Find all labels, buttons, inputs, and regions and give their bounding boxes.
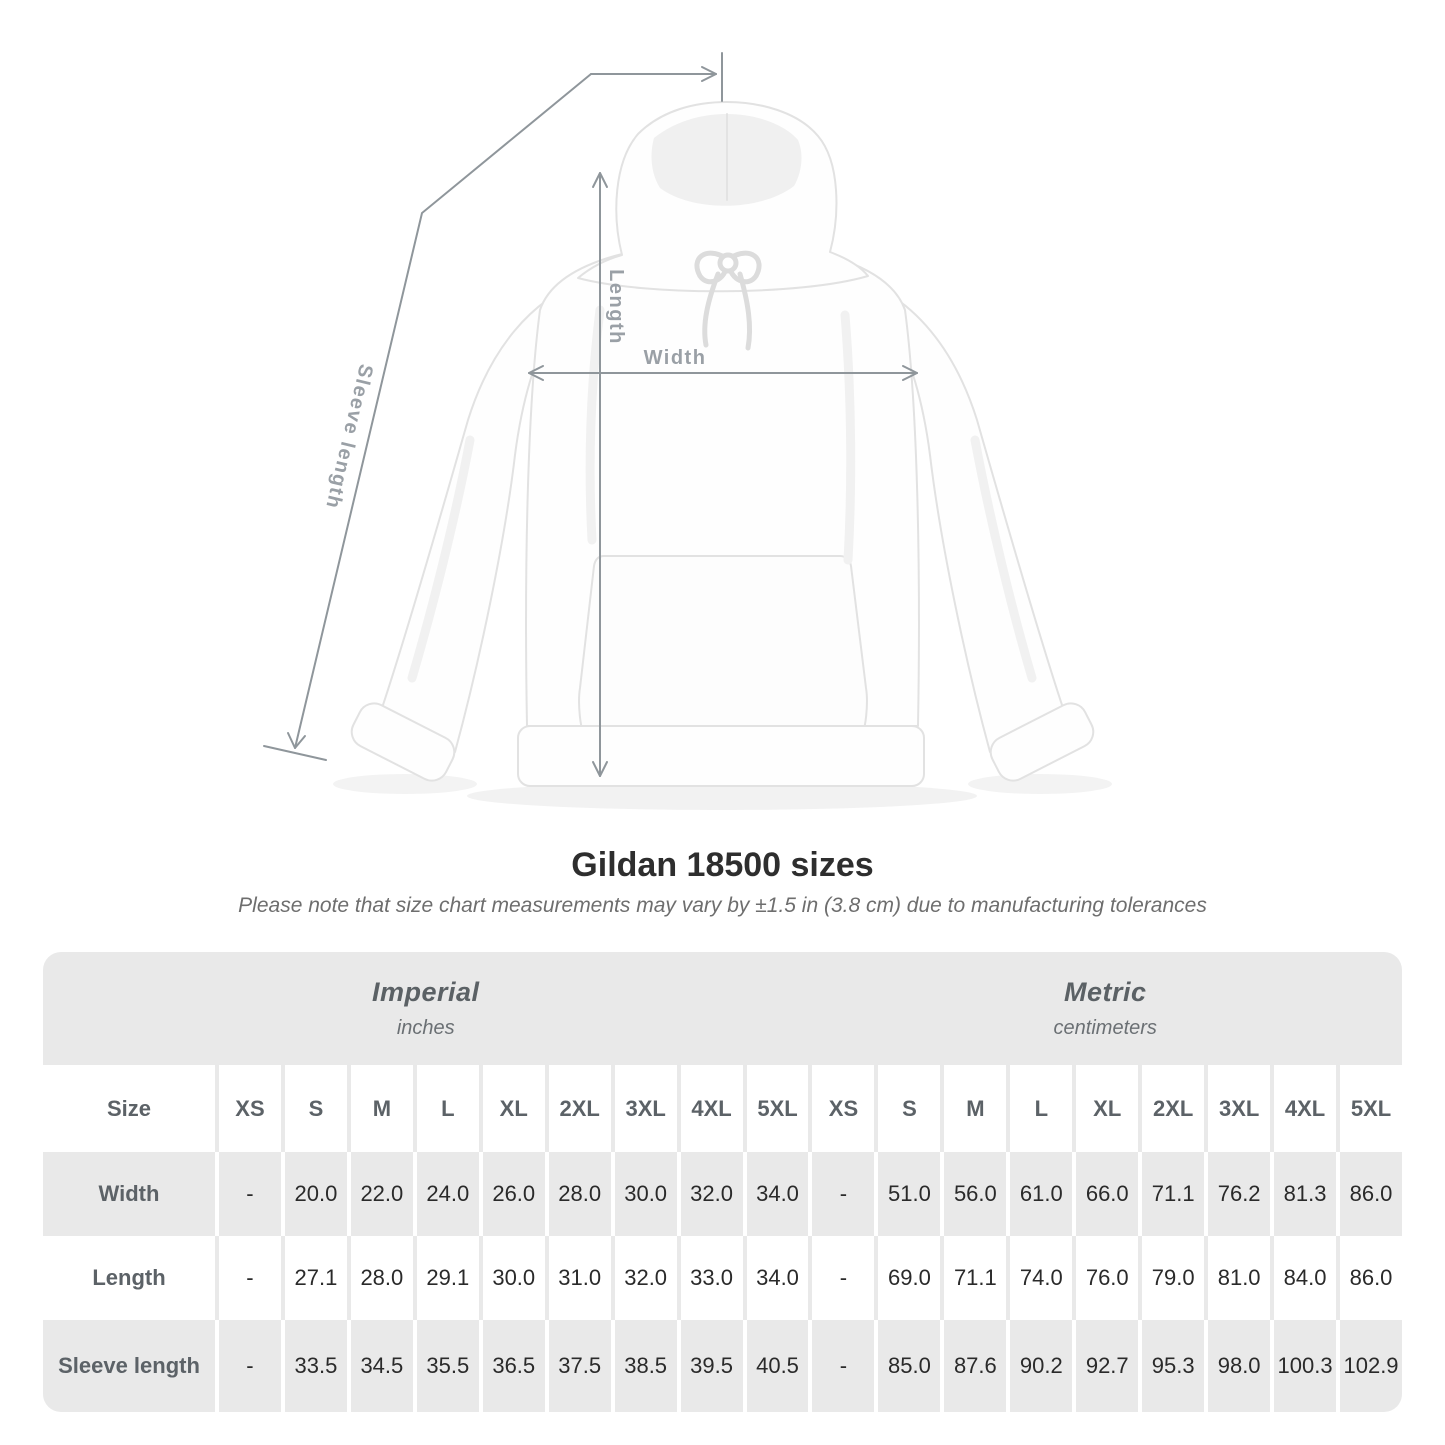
- width-metric-xl: 66.0: [1072, 1152, 1138, 1236]
- sleeve-length-row-label: Sleeve length: [58, 1353, 200, 1378]
- metric-group-name: Metric: [1063, 977, 1147, 1007]
- sleeve-metric-l: 90.2: [1006, 1320, 1072, 1412]
- sleeve-metric-3xl: 98.0: [1204, 1320, 1270, 1412]
- size-col-header-imperial-3xl: 3XL: [611, 1065, 677, 1152]
- sleeve-imperial-2xl: 37.5: [545, 1320, 611, 1412]
- size-col-header-metric-s: S: [874, 1065, 940, 1152]
- size-col-header-metric-3xl: 3XL: [1204, 1065, 1270, 1152]
- size-col-header-imperial-xl: XL: [479, 1065, 545, 1152]
- sleeve-metric-xl: 92.7: [1072, 1320, 1138, 1412]
- size-col-header-metric-l: L: [1006, 1065, 1072, 1152]
- width-metric-2xl: 71.1: [1138, 1152, 1204, 1236]
- sleeve-length-measure-label: Sleeve length: [321, 362, 377, 512]
- size-col-header-imperial-xs: XS: [215, 1065, 281, 1152]
- size-col-header-imperial-s: S: [281, 1065, 347, 1152]
- sleeve-imperial-s: 33.5: [281, 1320, 347, 1412]
- length-imperial-l: 29.1: [413, 1236, 479, 1320]
- width-imperial-3xl: 30.0: [611, 1152, 677, 1236]
- length-imperial-m: 28.0: [347, 1236, 413, 1320]
- size-col-header-metric-5xl: 5XL: [1336, 1065, 1402, 1152]
- length-imperial-5xl: 34.0: [743, 1236, 809, 1320]
- width-metric-3xl: 76.2: [1204, 1152, 1270, 1236]
- length-metric-xl: 76.0: [1072, 1236, 1138, 1320]
- width-imperial-xs: -: [215, 1152, 281, 1236]
- width-imperial-m: 22.0: [347, 1152, 413, 1236]
- width-imperial-2xl: 28.0: [545, 1152, 611, 1236]
- length-metric-s: 69.0: [874, 1236, 940, 1320]
- size-row-label: Size: [43, 1065, 215, 1152]
- metric-group-unit: centimeters: [1053, 1017, 1157, 1039]
- width-metric-s: 51.0: [874, 1152, 940, 1236]
- width-measure-label: Width: [643, 347, 707, 369]
- size-col-header-metric-xl: XL: [1072, 1065, 1138, 1152]
- width-row-label: Width: [98, 1181, 160, 1206]
- metric-group-header: [808, 952, 1402, 1065]
- width-imperial-xl: 26.0: [479, 1152, 545, 1236]
- sleeve-metric-m: 87.6: [940, 1320, 1006, 1412]
- length-metric-m: 71.1: [940, 1236, 1006, 1320]
- sleeve-metric-4xl: 100.3: [1270, 1320, 1336, 1412]
- size-col-header-imperial-2xl: 2XL: [545, 1065, 611, 1152]
- length-imperial-xs: -: [215, 1236, 281, 1320]
- size-col-header-imperial-l: L: [413, 1065, 479, 1152]
- sleeve-imperial-l: 35.5: [413, 1320, 479, 1412]
- sleeve-imperial-xs: -: [215, 1320, 281, 1412]
- length-imperial-xl: 30.0: [479, 1236, 545, 1320]
- hoodie-garment: [346, 102, 1099, 786]
- width-metric-l: 61.0: [1006, 1152, 1072, 1236]
- sleeve-imperial-3xl: 38.5: [611, 1320, 677, 1412]
- length-row-label: Length: [43, 1236, 215, 1320]
- sleeve-metric-xs: -: [808, 1320, 874, 1412]
- sleeve-imperial-4xl: 39.5: [677, 1320, 743, 1412]
- length-imperial-4xl: 33.0: [677, 1236, 743, 1320]
- length-metric-l: 74.0: [1006, 1236, 1072, 1320]
- sleeve-metric-s: 85.0: [874, 1320, 940, 1412]
- length-imperial-s: 27.1: [281, 1236, 347, 1320]
- width-imperial-5xl: 34.0: [743, 1152, 809, 1236]
- width-metric-5xl: 86.0: [1336, 1152, 1402, 1236]
- size-col-header-metric-m: M: [940, 1065, 1006, 1152]
- imperial-group-header: [43, 952, 808, 1065]
- length-metric-4xl: 84.0: [1270, 1236, 1336, 1320]
- width-imperial-s: 20.0: [281, 1152, 347, 1236]
- sleeve-metric-2xl: 95.3: [1138, 1320, 1204, 1412]
- imperial-group-name: Imperial: [371, 977, 480, 1007]
- size-col-header-imperial-5xl: 5XL: [743, 1065, 809, 1152]
- size-col-header-imperial-4xl: 4XL: [677, 1065, 743, 1152]
- size-col-header-metric-4xl: 4XL: [1270, 1065, 1336, 1152]
- size-col-header-metric-2xl: 2XL: [1138, 1065, 1204, 1152]
- length-imperial-2xl: 31.0: [545, 1236, 611, 1320]
- sleeve-metric-5xl: 102.9: [1336, 1320, 1402, 1412]
- width-metric-4xl: 81.3: [1270, 1152, 1336, 1236]
- page-title: Gildan 18500 sizes: [571, 846, 874, 884]
- size-tolerance-note: Please note that size chart measurements may vary by ±1.5 in (3.8 cm) due to manufacturing tolerances: [238, 894, 1207, 917]
- length-metric-3xl: 81.0: [1204, 1236, 1270, 1320]
- width-metric-m: 56.0: [940, 1152, 1006, 1236]
- width-imperial-l: 24.0: [413, 1152, 479, 1236]
- length-metric-xs: -: [808, 1236, 874, 1320]
- size-col-header-imperial-m: M: [347, 1065, 413, 1152]
- sleeve-imperial-m: 34.5: [347, 1320, 413, 1412]
- sleeve-imperial-xl: 36.5: [479, 1320, 545, 1412]
- length-measure-label: Length: [605, 269, 627, 345]
- size-col-header-metric-xs: XS: [808, 1065, 874, 1152]
- sleeve-imperial-5xl: 40.5: [743, 1320, 809, 1412]
- width-metric-xs: -: [808, 1152, 874, 1236]
- width-imperial-4xl: 32.0: [677, 1152, 743, 1236]
- length-imperial-3xl: 32.0: [611, 1236, 677, 1320]
- imperial-group-unit: inches: [396, 1017, 455, 1039]
- size-chart-table: [43, 952, 1402, 1412]
- length-metric-2xl: 79.0: [1138, 1236, 1204, 1320]
- length-metric-5xl: 86.0: [1336, 1236, 1402, 1320]
